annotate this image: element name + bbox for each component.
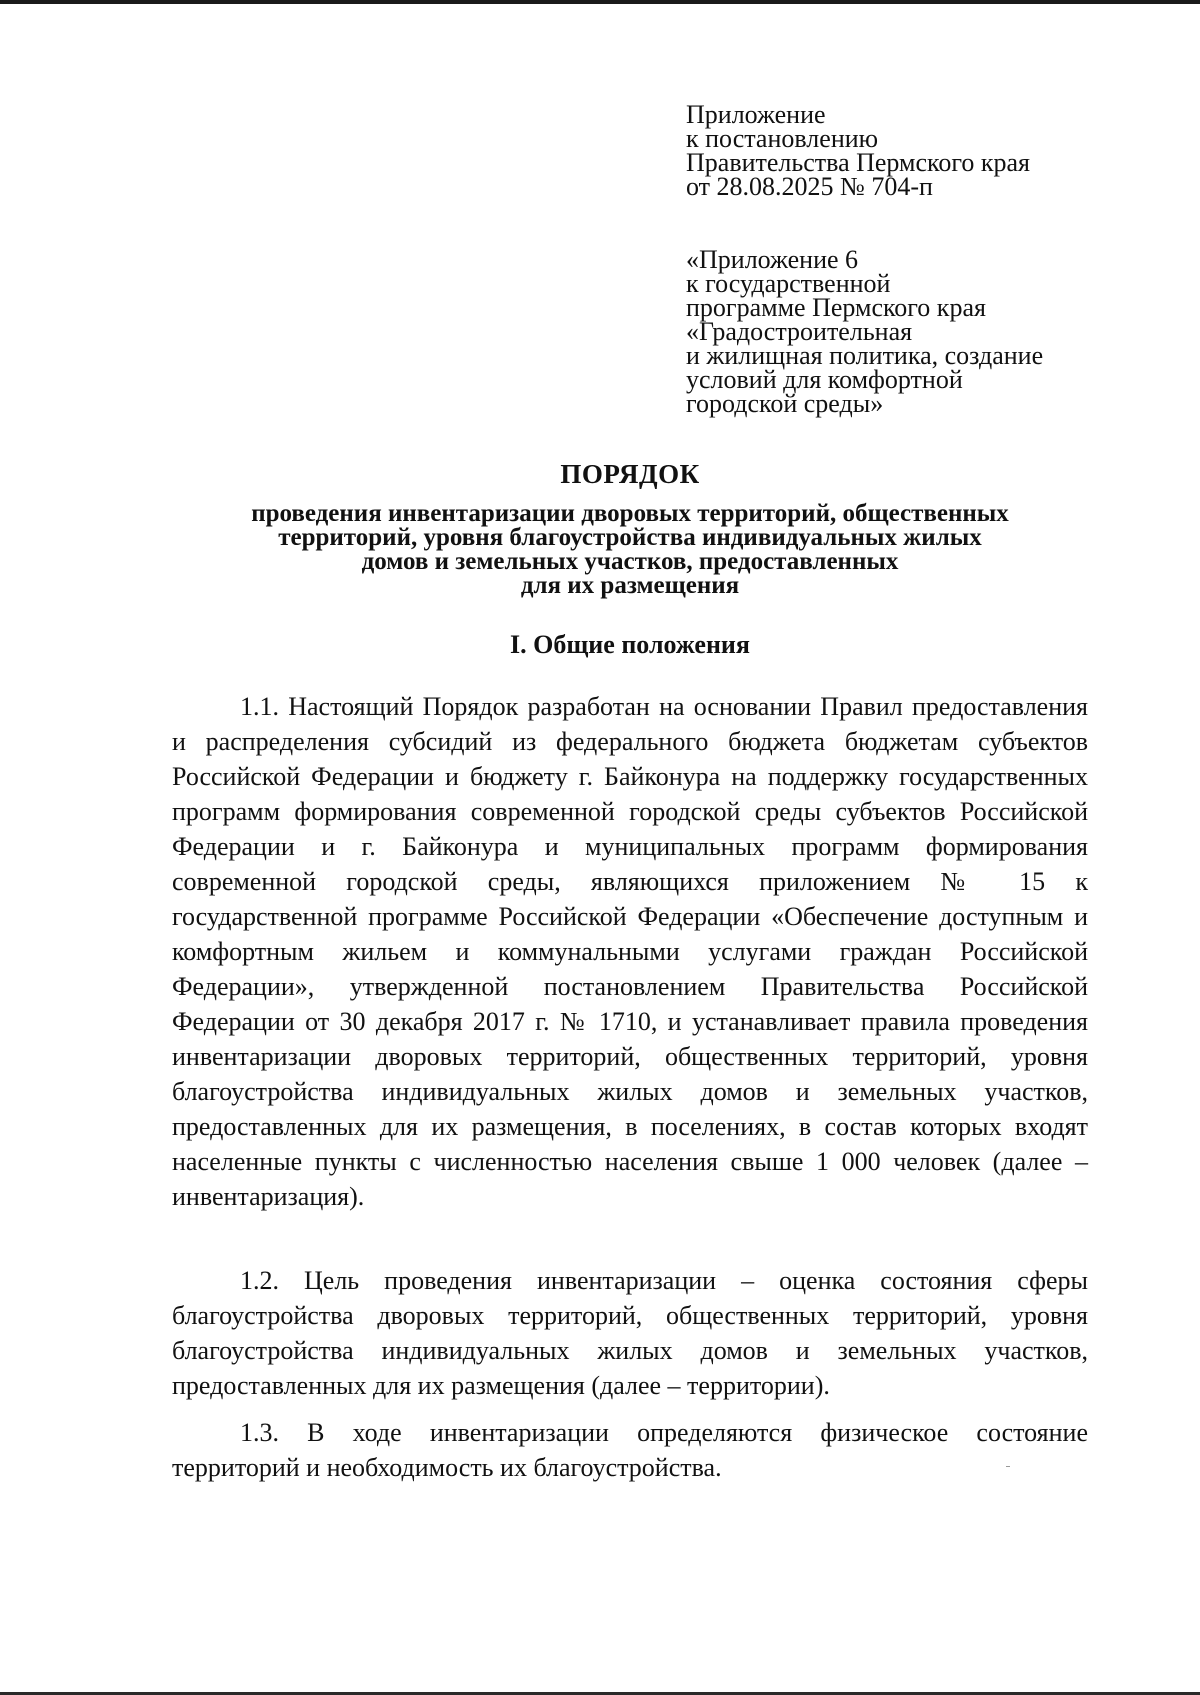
- section-title: I. Общие положения: [510, 630, 750, 659]
- subtitle-line: домов и земельных участков, предоставленных: [361, 548, 899, 575]
- approval-block: [686, 100, 1106, 201]
- approval-line: Правительства Пермского края: [686, 148, 1030, 177]
- paragraph-text: 1.2. Цель проведения инвентаризации – оценка состояния сферы благоустройства дворовых территорий, общественных территорий, уровня благоустройства индивидуальных жилых домов и земельных участков, предоставленных для их размещения (далее – территории).: [172, 1266, 1088, 1400]
- approval-line: Приложение: [686, 100, 826, 129]
- document-subtitle: [0, 502, 1200, 598]
- appendix-line: к государственной: [686, 269, 891, 298]
- subtitle-line: для их размещения: [520, 572, 740, 599]
- appendix-line: «Приложение 6: [686, 245, 859, 274]
- appendix-line: и жилищная политика, создание: [686, 341, 1044, 370]
- scan-speck: [1006, 1466, 1010, 1467]
- page-top-edge: [0, 0, 1200, 4]
- subtitle-line: территорий, уровня благоустройства индивидуальных жилых: [278, 524, 982, 551]
- subtitle-line: проведения инвентаризации дворовых территорий, общественных: [251, 500, 1009, 527]
- paragraph-1-1: [172, 689, 1088, 1214]
- paragraph-1-3: [172, 1415, 1088, 1485]
- appendix-line: программе Пермского края: [686, 293, 986, 322]
- approval-line: к постановлению: [686, 124, 879, 153]
- appendix-line: условий для комфортной: [686, 365, 963, 394]
- document-title: ПОРЯДОК: [560, 459, 700, 489]
- appendix-block: [686, 245, 1106, 418]
- paragraph-1-2: [172, 1263, 1088, 1403]
- appendix-line: «Градостроительная: [686, 317, 913, 346]
- paragraph-text: 1.3. В ходе инвентаризации определяются физическое состояние территорий и необходимость их благоустройства.: [172, 1418, 1088, 1482]
- paragraph-text: 1.1. Настоящий Порядок разработан на основании Правил предоставления и распределения субсидий из федерального бюджета бюджетам субъектов Российской Федерации и бюджету г. Байконура на поддержку государственных программ формирования современной городской среды субъектов Российской Федерации и г. Байконура и муниципальных программ формирования современной городской среды, являющихся приложением № 15 к государственной программе Российской Федерации «Обеспечение доступным и комфортным жильем и коммунальными услугами граждан Российской Федерации», утвержденной постановлением Правительства Российской Федерации от 30 декабря 2017 г. № 1710, и устанавливает правила проведения инвентаризации дворовых территорий, общественных территорий, уровня благоустройства индивидуальных жилых домов и земельных участков, предоставленных для их размещения, в поселениях, в состав которых входят населенные пункты с численностью населения свыше 1 000 человек (далее – инвентаризация).: [172, 692, 1088, 1211]
- appendix-line: городской среды»: [686, 389, 884, 418]
- approval-line: от 28.08.2025 № 704-п: [686, 172, 933, 201]
